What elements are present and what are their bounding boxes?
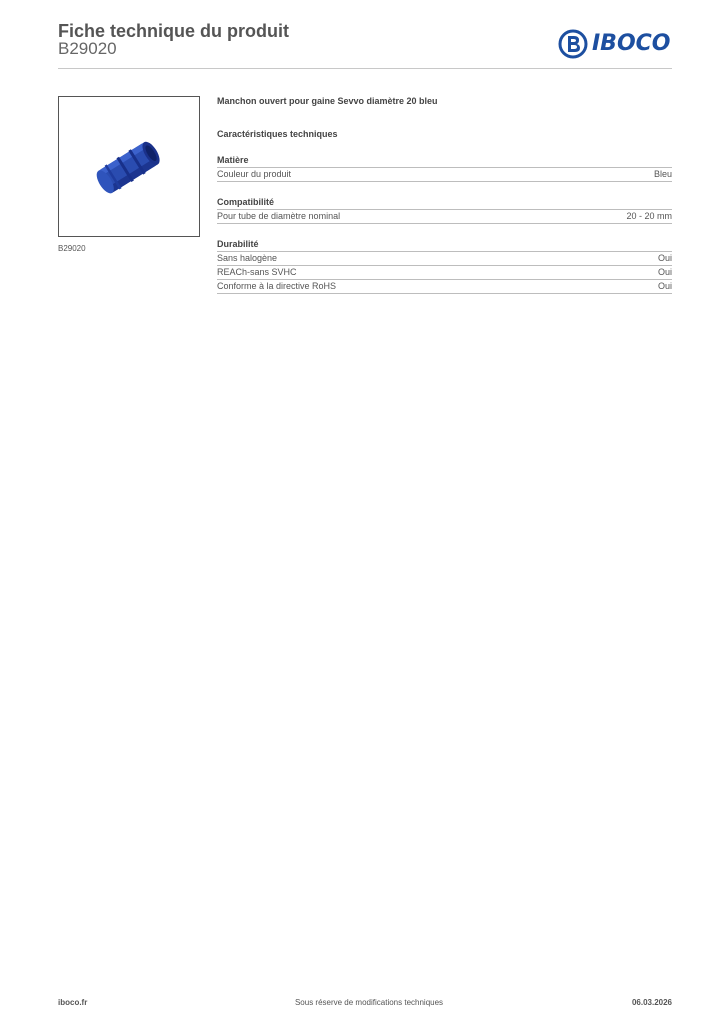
spec-label: REACh-sans SVHC [217,267,297,277]
spec-group-material [217,154,672,182]
spec-label: Sans halogène [217,253,278,263]
logo-mark-icon [558,29,588,59]
product-sleeve-image [59,97,199,236]
footer-date: 06.03.2026 [631,998,672,1007]
spec-value: Bleu [653,169,672,179]
footer-notice: Sous réserve de modifications techniques [294,998,444,1007]
spec-group-title: Matière [217,154,672,168]
spec-row [217,280,672,294]
spec-row [217,210,672,224]
spec-value: Oui [657,267,672,277]
product-name: Manchon ouvert pour gaine Sevvo diamètre 20 bleu [217,96,438,106]
spec-label: Conforme à la directive RoHS [217,281,337,291]
footer-website[interactable]: iboco.fr [58,998,88,1007]
spec-group-durability [217,238,672,294]
product-image-frame [58,96,200,237]
product-specs [217,96,672,294]
logo-text: IBOCO [592,31,671,56]
spec-label: Couleur du produit [217,169,292,179]
spec-value: Oui [657,253,672,263]
spec-label: Pour tube de diamètre nominal [217,211,341,221]
spec-group-title: Compatibilité [217,196,672,210]
header-divider [58,68,672,69]
spec-row [217,168,672,182]
page-title: Fiche technique du produit [58,21,289,41]
spec-value: 20 - 20 mm [626,211,672,221]
spec-group-title: Durabilité [217,238,672,252]
spec-row [217,252,672,266]
specs-section-title: Caractéristiques techniques [217,129,338,139]
spec-group-compatibility [217,196,672,224]
spec-row [217,266,672,280]
iboco-logo [558,29,673,59]
spec-value: Oui [657,281,672,291]
image-caption: B29020 [58,244,86,253]
product-reference: B29020 [58,39,117,58]
